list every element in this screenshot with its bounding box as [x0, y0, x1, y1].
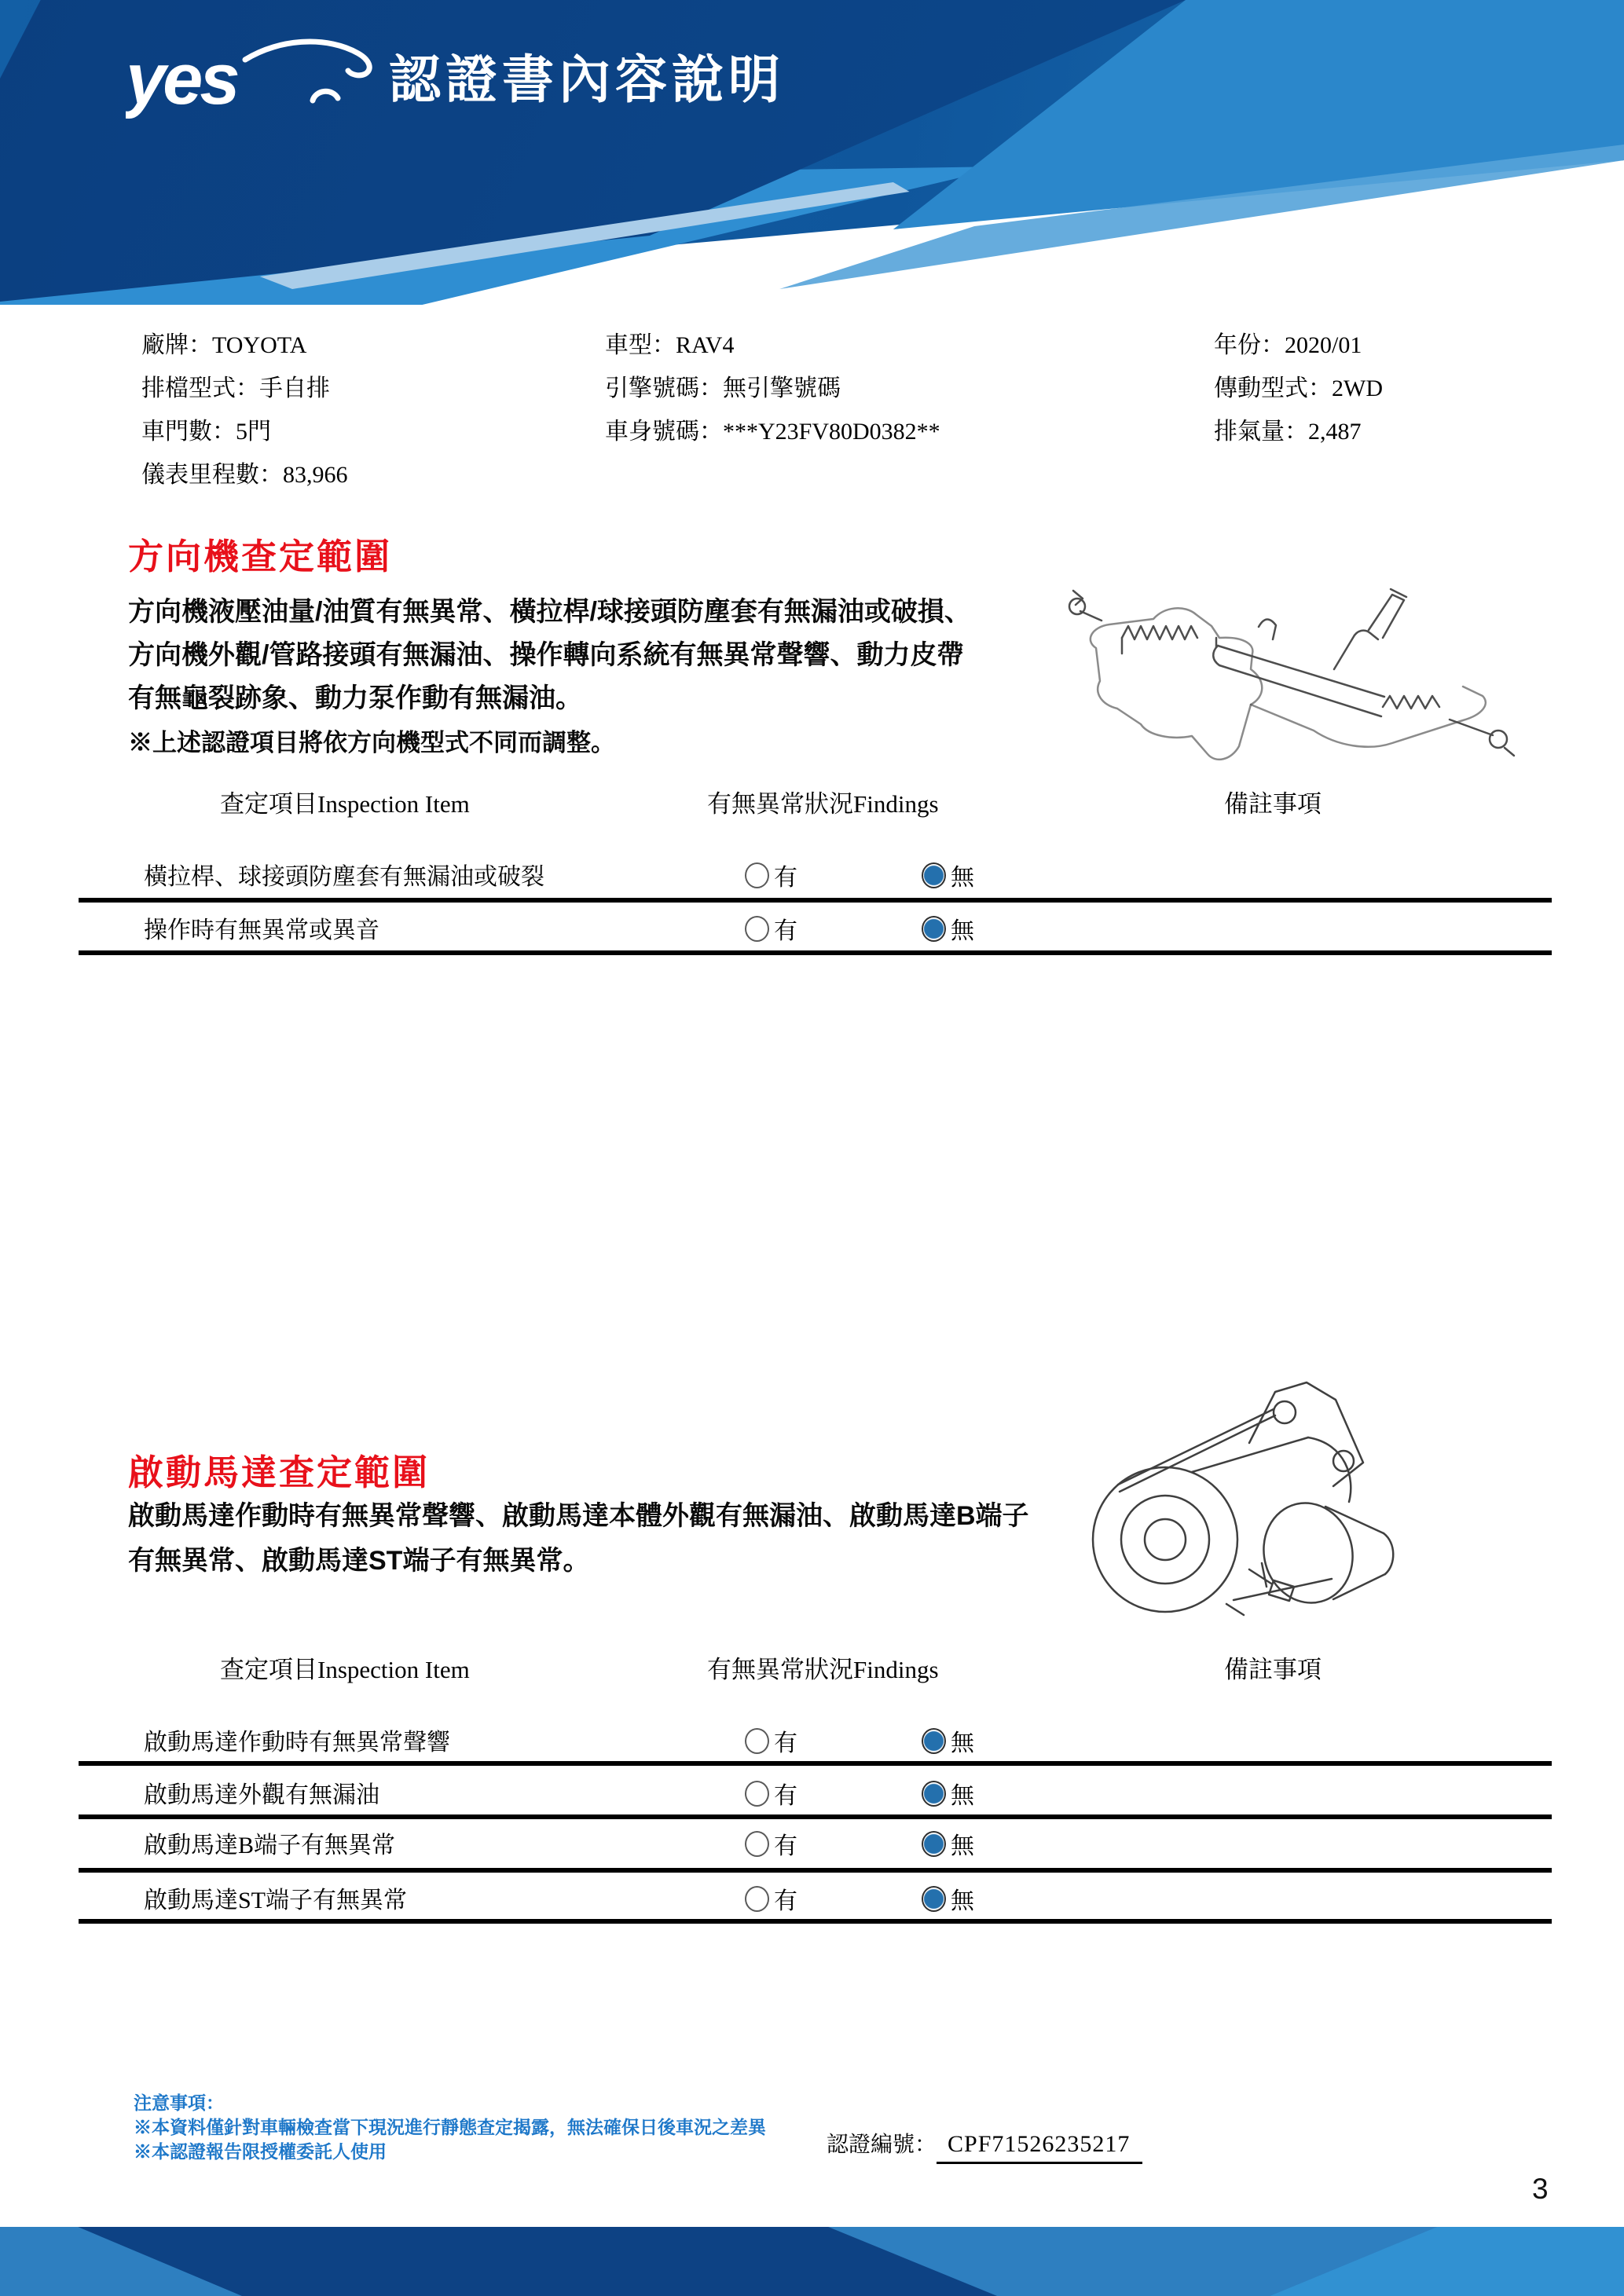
- table2-row1-item: 啟動馬達作動時有無異常聲響: [144, 1730, 450, 1756]
- certificate-number-value: CPF71526235217: [937, 2131, 1142, 2164]
- notice-block: [134, 2091, 766, 2164]
- table1-header-findings: 有無異常狀況Findings: [707, 790, 939, 818]
- radio-unselected-icon: [745, 1781, 769, 1807]
- vehicle-brand: 廠牌：TOYOTA: [141, 332, 307, 358]
- table2-divider-1: [79, 1761, 1552, 1766]
- section-starter-title: 啟動馬達查定範圍: [128, 1452, 431, 1492]
- certificate-number-line: [827, 2127, 1142, 2164]
- table2-header-item: 查定項目Inspection Item: [220, 1656, 470, 1683]
- section-steering-description: [128, 591, 971, 720]
- option-no-label: 無: [951, 918, 974, 944]
- footer-banner: [0, 2227, 1624, 2296]
- radio-unselected-icon: [745, 1886, 769, 1912]
- vehicle-gearbox: 排檔型式：手自排: [141, 375, 330, 401]
- starter-motor-illustration: [1072, 1368, 1418, 1628]
- table2-divider-2: [79, 1814, 1552, 1819]
- page-title: 認證書內容說明: [389, 50, 785, 108]
- vehicle-drivetrain: 傳動型式：2WD: [1214, 375, 1383, 401]
- option-no-label: 無: [951, 1783, 974, 1809]
- table2-row1-option-no: [922, 1723, 974, 1758]
- table1-divider: [79, 898, 1552, 903]
- table2-row4-option-no: [922, 1881, 974, 1916]
- table2-header-findings: 有無異常狀況Findings: [707, 1656, 939, 1683]
- vehicle-engine-no: 引擎號碼：無引擎號碼: [605, 375, 841, 401]
- steering-rack-illustration: [1053, 550, 1524, 785]
- vehicle-doors: 車門數：5門: [141, 419, 271, 445]
- option-no-label: 無: [951, 1730, 974, 1756]
- notice-line: ※本認證報告限授權委託人使用: [134, 2141, 387, 2162]
- option-yes-label: 有: [774, 1833, 797, 1859]
- table1-row2-item: 操作時有無異常或異音: [144, 917, 379, 943]
- radio-selected-icon: [922, 1781, 946, 1807]
- table2-row3-option-no: [922, 1826, 974, 1861]
- yes-logo-text: yes: [126, 39, 237, 119]
- option-no-label: 無: [951, 1888, 974, 1914]
- radio-selected-icon: [922, 1728, 946, 1754]
- table1-row1-option-no: [922, 858, 974, 892]
- description-line: 啟動馬達作動時有無異常聲響、啟動馬達本體外觀有無漏油、啟動馬達B端子: [128, 1501, 1029, 1531]
- vehicle-model: 車型：RAV4: [605, 332, 735, 358]
- description-line: 方向機液壓油量/油質有無異常、橫拉桿/球接頭防塵套有無漏油或破損、: [128, 597, 971, 627]
- description-line: 方向機外觀/管路接頭有無漏油、操作轉向系統有無異常聲響、動力皮帶: [128, 640, 964, 670]
- radio-unselected-icon: [745, 862, 769, 888]
- vehicle-mileage: 儀表里程數：83,966: [141, 462, 348, 488]
- radio-selected-icon: [922, 1831, 946, 1857]
- option-yes-label: 有: [774, 865, 797, 891]
- vehicle-vin: 車身號碼：***Y23FV80D0382**: [605, 419, 940, 445]
- option-no-label: 無: [951, 1833, 974, 1859]
- vehicle-info-col3: [1214, 324, 1383, 453]
- radio-selected-icon: [922, 1886, 946, 1912]
- option-no-label: 無: [951, 865, 974, 891]
- header-banner: [0, 0, 1624, 314]
- notice-title: 注意事項：: [134, 2093, 224, 2113]
- table2-row4-item: 啟動馬達ST端子有無異常: [144, 1888, 408, 1913]
- page-number: 3: [1532, 2173, 1549, 2205]
- table1-bottom-line: [79, 950, 1552, 955]
- table2-row4-option-yes: [745, 1881, 797, 1916]
- radio-unselected-icon: [745, 1728, 769, 1754]
- vehicle-displacement: 排氣量：2,487: [1214, 419, 1362, 445]
- yes-logo: [126, 31, 385, 122]
- table2-row2-option-yes: [745, 1776, 797, 1811]
- table1-row1-option-yes: [745, 858, 797, 892]
- vehicle-info-col1: [141, 324, 348, 496]
- table1-header-remark: 備註事項: [1224, 790, 1322, 818]
- table2-header-remark: 備註事項: [1224, 1656, 1322, 1683]
- table1-row2-option-yes: [745, 911, 797, 946]
- radio-unselected-icon: [745, 916, 769, 942]
- section-starter-description: [128, 1494, 1029, 1584]
- certificate-number-label: 認證編號：: [827, 2133, 937, 2157]
- radio-unselected-icon: [745, 1831, 769, 1857]
- description-line: 有無異常、啟動馬達ST端子有無異常。: [128, 1546, 590, 1576]
- radio-selected-icon: [922, 862, 946, 888]
- vehicle-info-col2: [605, 324, 940, 453]
- option-yes-label: 有: [774, 1888, 797, 1914]
- option-yes-label: 有: [774, 918, 797, 944]
- table2-bottom-line: [79, 1919, 1552, 1924]
- car-outline-icon: [245, 42, 369, 101]
- notice-line: ※本資料僅針對車輛檢查當下現況進行靜態查定揭露，無法確保日後車況之差異: [134, 2117, 766, 2137]
- table1-header-item: 查定項目Inspection Item: [220, 790, 470, 818]
- vehicle-year: 年份：2020/01: [1214, 332, 1362, 358]
- table2-row3-item: 啟動馬達B端子有無異常: [144, 1833, 396, 1858]
- section-steering-title: 方向機查定範圍: [128, 536, 393, 577]
- section-steering-note: ※上述認證項目將依方向機型式不同而調整。: [128, 729, 615, 756]
- table2-row2-option-no: [922, 1776, 974, 1811]
- table1-row1-item: 橫拉桿、球接頭防塵套有無漏油或破裂: [144, 864, 544, 890]
- table2-row2-item: 啟動馬達外觀有無漏油: [144, 1782, 379, 1808]
- table2-row3-option-yes: [745, 1826, 797, 1861]
- table2-divider-3: [79, 1868, 1552, 1873]
- description-line: 有無龜裂跡象、動力泵作動有無漏油。: [128, 683, 582, 713]
- option-yes-label: 有: [774, 1730, 797, 1756]
- table1-row2-option-no: [922, 911, 974, 946]
- option-yes-label: 有: [774, 1783, 797, 1809]
- table2-row1-option-yes: [745, 1723, 797, 1758]
- radio-selected-icon: [922, 916, 946, 942]
